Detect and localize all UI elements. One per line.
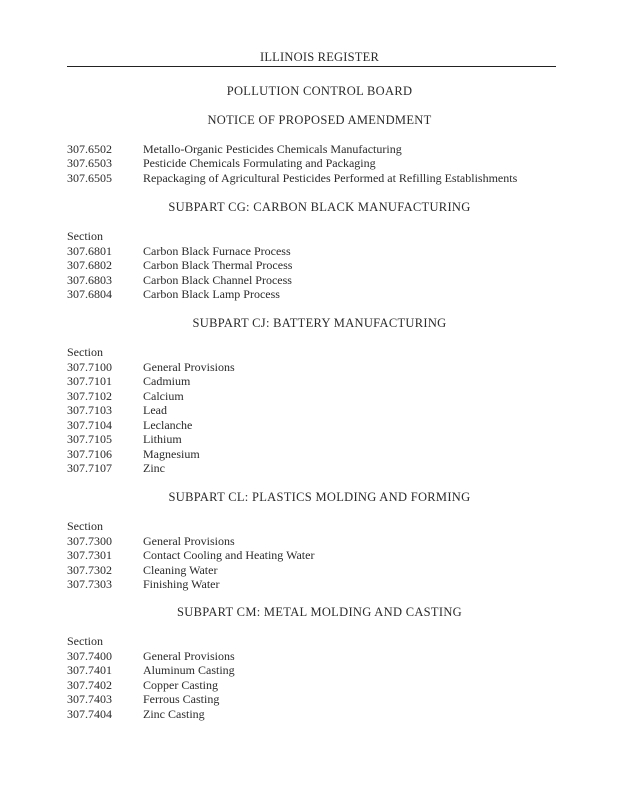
section-row — [0, 258, 639, 273]
section-number: 307.7300 — [67, 534, 112, 548]
section-title: Aluminum Casting — [143, 663, 235, 677]
section-row — [0, 360, 639, 375]
section-row — [0, 692, 639, 707]
section-row — [0, 432, 639, 447]
section-row — [0, 389, 639, 404]
section-number: 307.7104 — [67, 418, 112, 432]
section-row — [0, 244, 639, 259]
section-number: 307.7403 — [67, 692, 112, 706]
section-row — [0, 678, 639, 693]
section-row — [0, 461, 639, 476]
section-title: Finishing Water — [143, 577, 220, 591]
section-number: 307.7107 — [67, 461, 112, 475]
section-label: Section — [67, 519, 103, 533]
section-row — [0, 374, 639, 389]
section-label: Section — [67, 345, 103, 359]
board-name: POLLUTION CONTROL BOARD — [226, 84, 413, 98]
section-title: General Provisions — [143, 534, 235, 548]
notice-title: NOTICE OF PROPOSED AMENDMENT — [207, 113, 432, 127]
section-row — [0, 171, 639, 186]
section-number: 307.7401 — [67, 663, 112, 677]
section-title: Cleaning Water — [143, 563, 218, 577]
section-number: 307.6804 — [67, 287, 112, 301]
section-number: 307.7404 — [67, 707, 112, 721]
section-title: Zinc Casting — [143, 707, 205, 721]
section-title: Leclanche — [143, 418, 193, 432]
section-title: Repackaging of Agricultural Pesticides Performed at Refilling Establishments — [143, 171, 518, 185]
section-row — [0, 577, 639, 592]
section-title: Contact Cooling and Heating Water — [143, 548, 315, 562]
section-number: 307.6803 — [67, 273, 112, 287]
section-title: Lithium — [143, 432, 182, 446]
section-title: Pesticide Chemicals Formulating and Packaging — [143, 156, 376, 170]
section-title: General Provisions — [143, 360, 235, 374]
section-row — [0, 142, 639, 157]
section-row — [0, 403, 639, 418]
section-row — [0, 707, 639, 722]
section-row — [0, 287, 639, 302]
section-title: General Provisions — [143, 649, 235, 663]
section-number: 307.7400 — [67, 649, 112, 663]
register-title: ILLINOIS REGISTER — [259, 50, 379, 64]
section-title: Carbon Black Thermal Process — [143, 258, 293, 272]
section-number: 307.7301 — [67, 548, 112, 562]
header-rule — [67, 66, 556, 67]
subpart-heading: SUBPART CJ: BATTERY MANUFACTURING — [192, 316, 447, 330]
section-row — [0, 418, 639, 433]
section-title: Metallo-Organic Pesticides Chemicals Manufacturing — [143, 142, 402, 156]
section-number: 307.7402 — [67, 678, 112, 692]
section-row — [0, 273, 639, 288]
section-label: Section — [67, 634, 103, 648]
section-number: 307.7106 — [67, 447, 112, 461]
section-row — [0, 649, 639, 664]
section-number: 307.7103 — [67, 403, 112, 417]
section-number: 307.7303 — [67, 577, 112, 591]
section-number: 307.7101 — [67, 374, 112, 388]
section-title: Carbon Black Channel Process — [143, 273, 292, 287]
section-row — [0, 548, 639, 563]
section-title: Ferrous Casting — [143, 692, 220, 706]
section-number: 307.6802 — [67, 258, 112, 272]
section-title: Lead — [143, 403, 167, 417]
section-row — [0, 156, 639, 171]
section-title: Cadmium — [143, 374, 191, 388]
section-row — [0, 563, 639, 578]
section-title: Carbon Black Furnace Process — [143, 244, 291, 258]
section-number: 307.6502 — [67, 142, 112, 156]
section-row — [0, 534, 639, 549]
section-title: Carbon Black Lamp Process — [143, 287, 280, 301]
section-title: Copper Casting — [143, 678, 218, 692]
section-number: 307.6505 — [67, 171, 112, 185]
section-number: 307.7105 — [67, 432, 112, 446]
subpart-heading: SUBPART CG: CARBON BLACK MANUFACTURING — [168, 200, 471, 214]
subpart-heading: SUBPART CL: PLASTICS MOLDING AND FORMING — [168, 490, 471, 504]
section-title: Zinc — [143, 461, 165, 475]
subpart-heading: SUBPART CM: METAL MOLDING AND CASTING — [177, 605, 462, 619]
section-label: Section — [67, 229, 103, 243]
section-number: 307.6503 — [67, 156, 112, 170]
section-number: 307.7100 — [67, 360, 112, 374]
section-row — [0, 663, 639, 678]
section-number: 307.6801 — [67, 244, 112, 258]
section-title: Magnesium — [143, 447, 200, 461]
section-title: Calcium — [143, 389, 184, 403]
section-number: 307.7102 — [67, 389, 112, 403]
section-row — [0, 447, 639, 462]
section-number: 307.7302 — [67, 563, 112, 577]
